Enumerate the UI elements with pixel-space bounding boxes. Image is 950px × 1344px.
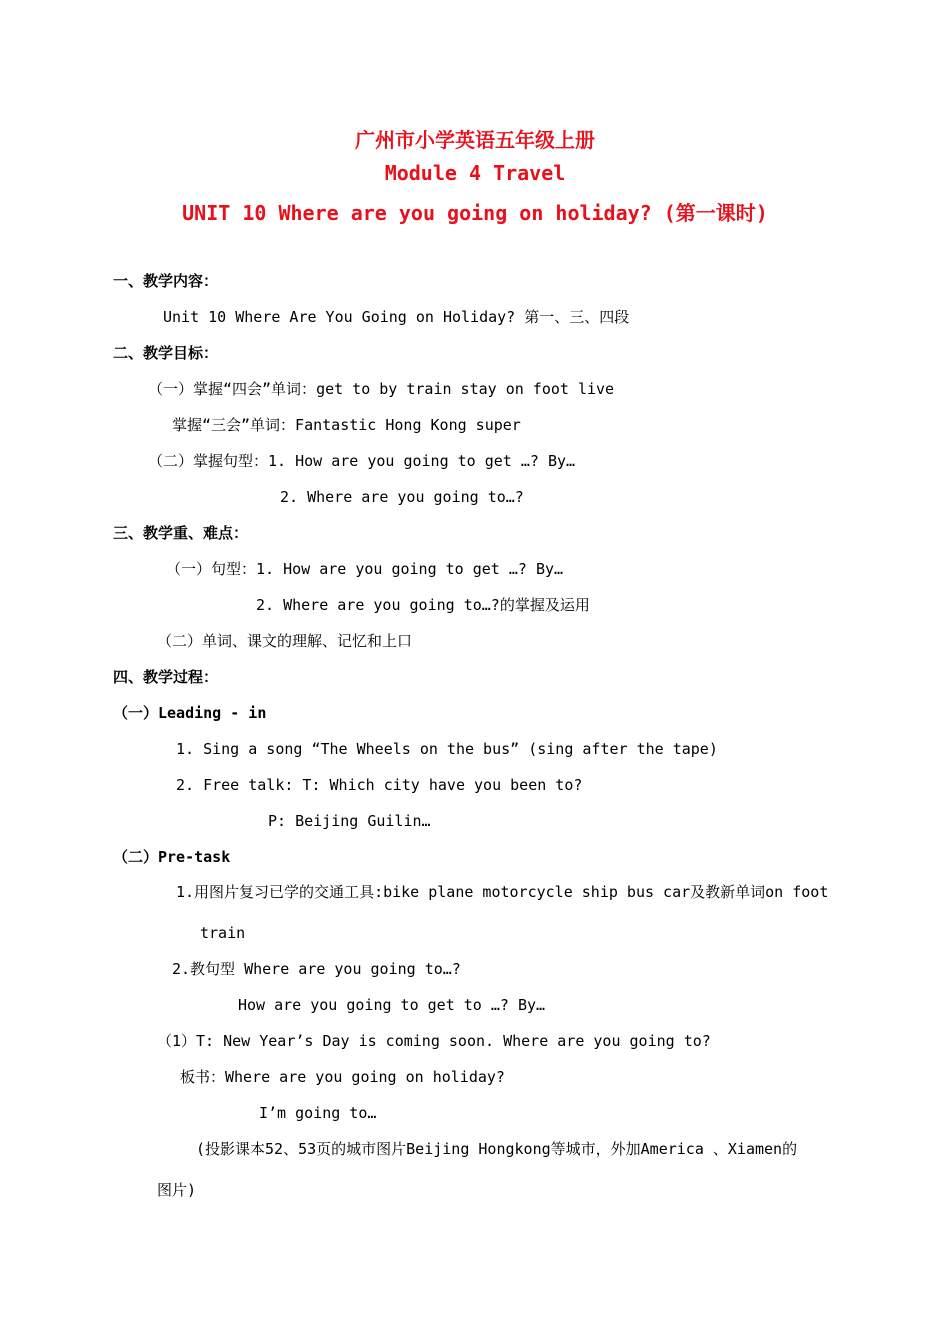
key-point-line: 2. Where are you going to…?的掌握及运用 — [256, 596, 590, 614]
key-point-line: （一）句型：1. How are you going to get …? By… — [166, 560, 564, 578]
key-point-line: （二）单词、课文的理解、记忆和上口 — [157, 632, 413, 650]
process-line: 图片) — [157, 1181, 197, 1199]
process-line: How are you going to get to …? By… — [238, 996, 546, 1014]
process-line: （1）T: New Year’s Day is coming soon. Where are you going to? — [157, 1032, 711, 1050]
objective-line: 2. Where are you going to…? — [280, 488, 524, 506]
section-heading-objectives: 二、教学目标： — [113, 344, 219, 362]
objective-line: 掌握“三会”单词：Fantastic Hong Kong super — [172, 416, 521, 434]
section-heading-key-points: 三、教学重、难点： — [113, 524, 249, 542]
subsection-heading-pre-task: （二）Pre-task — [113, 848, 231, 866]
unit-title: UNIT 10 Where are you going on holiday? (第一课时) — [182, 201, 768, 225]
section-heading-content: 一、教学内容： — [113, 272, 219, 290]
process-line: 2.教句型 Where are you going to…? — [172, 960, 461, 978]
document-title: 广州市小学英语五年级上册 — [355, 128, 595, 152]
subsection-heading-leading-in: （一）Leading - in — [113, 704, 267, 722]
process-line: I’m going to… — [259, 1104, 377, 1122]
process-line: 板书：Where are you going on holiday? — [180, 1068, 505, 1086]
process-line: 1. Sing a song “The Wheels on the bus” (sing after the tape) — [176, 740, 718, 758]
process-line: P: Beijing Guilin… — [268, 812, 431, 830]
process-line: train — [200, 924, 246, 942]
process-line: 2. Free talk: T: Which city have you been to? — [176, 776, 583, 794]
module-title: Module 4 Travel — [384, 161, 566, 185]
section-heading-process: 四、教学过程： — [113, 668, 219, 686]
process-line: 1.用图片复习已学的交通工具:bike plane motorcycle ship bus car及教新单词on foot — [176, 883, 829, 901]
objective-line: （二）掌握句型：1. How are you going to get …? By… — [148, 452, 576, 470]
objective-line: （一）掌握“四会”单词：get to by train stay on foot live — [148, 380, 615, 398]
process-line: (投影课本52、53页的城市图片Beijing Hongkong等城市，外加America 、Xiamen的 — [196, 1140, 798, 1158]
content-line: Unit 10 Where Are You Going on Holiday? 第一、三、四段 — [163, 308, 630, 326]
